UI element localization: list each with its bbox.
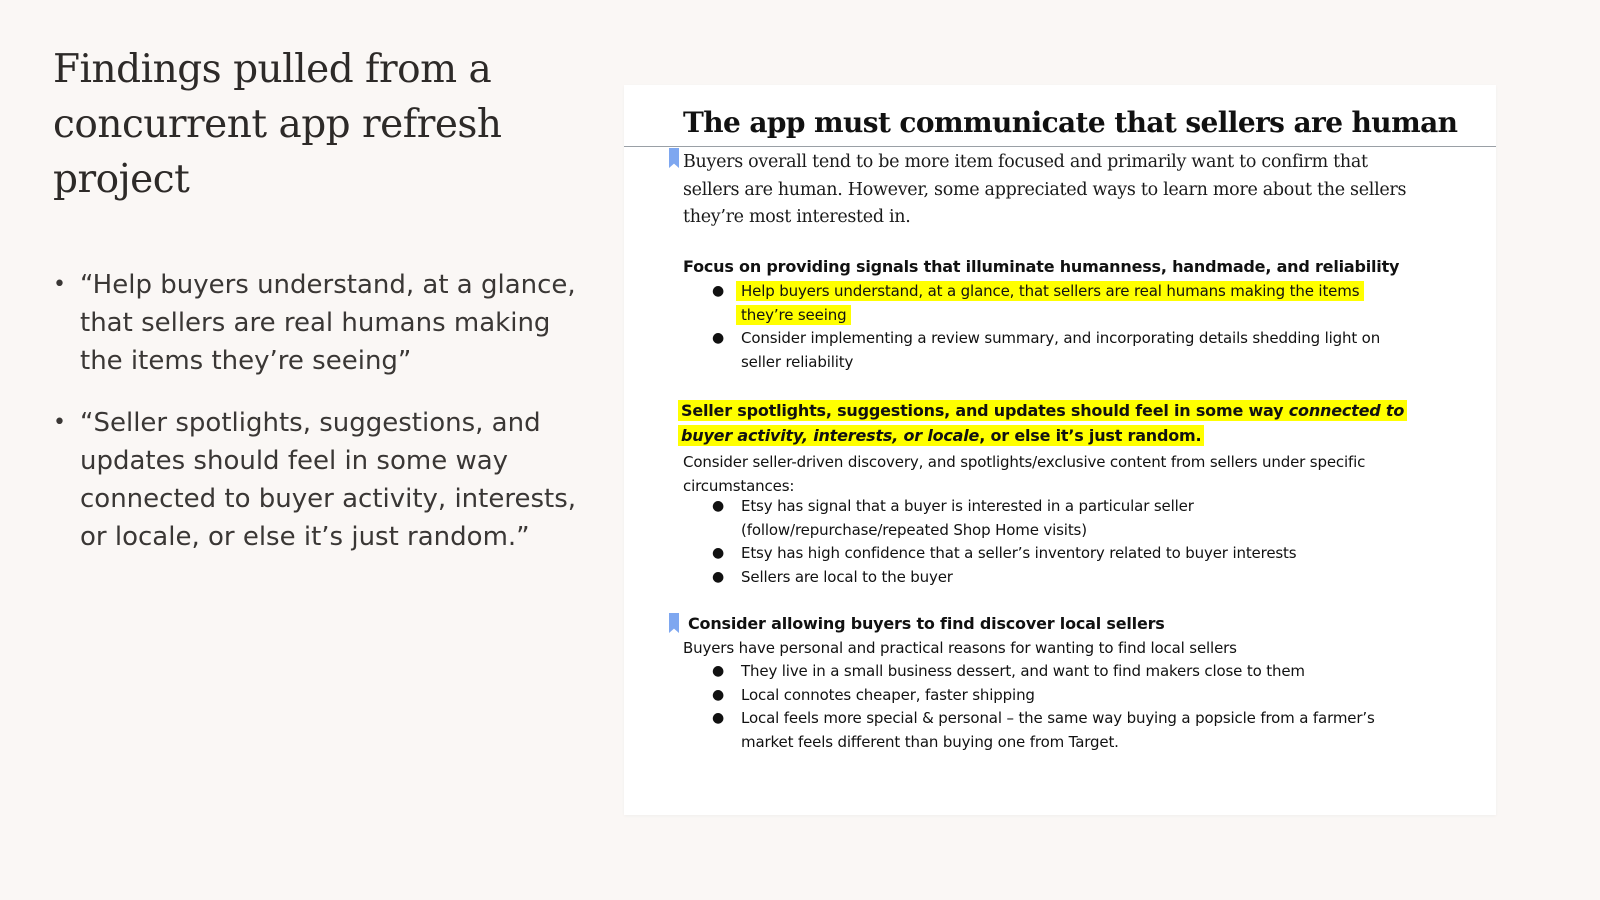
bullet-icon: ●: [712, 545, 725, 561]
quote-item: [53, 266, 583, 380]
bullet-icon: ●: [712, 283, 725, 299]
quote-text: “Seller spotlights, suggestions, and updates should feel in some way connected to buyer activity, interests, or locale, or else it’s just random.”: [80, 408, 577, 552]
list-item-text: They live in a small business dessert, and want to find makers close to them: [741, 662, 1305, 680]
section-paragraph-spotlights: Consider seller-driven discovery, and spotlights/exclusive content from sellers under specific circumstances:: [683, 453, 1366, 495]
heading-text: Seller spotlights, suggestions, and updates should feel in some way: [681, 401, 1289, 420]
bullet-icon: •: [53, 410, 66, 435]
bullet-icon: ●: [712, 568, 725, 585]
list-item: [712, 684, 1402, 708]
list-item-text: Etsy has high confidence that a seller’s inventory related to buyer interests: [741, 544, 1297, 562]
bullet-icon: ●: [712, 330, 725, 346]
heading-divider: [624, 146, 1496, 147]
list-item: [712, 566, 1402, 590]
bullet-icon: ●: [712, 710, 725, 726]
highlighted-text: Help buyers understand, at a glance, that sellers are real humans making the items they’re seeing: [736, 281, 1364, 325]
section-heading-local: Consider allowing buyers to find discover local sellers: [688, 614, 1165, 633]
heading-text-end: , or else it’s just random.: [979, 426, 1202, 445]
list-item: [712, 707, 1402, 754]
list-item-text: Sellers are local to the buyer: [741, 567, 953, 586]
document-screenshot: [624, 85, 1496, 815]
list-item-text: Etsy has signal that a buyer is interested in a particular seller (follow/repurchase/repeated Shop Home visits): [741, 497, 1194, 539]
bullet-icon: ●: [712, 686, 725, 703]
bookmark-icon: [669, 613, 679, 633]
section-heading-spotlights: [678, 398, 1438, 448]
quote-list: [53, 266, 583, 580]
slide-title: Findings pulled from a concurrent app refresh project: [53, 47, 502, 202]
quote-item: [53, 404, 583, 556]
heading-emphasis: connected to buyer activity, interests, or locale: [681, 401, 1405, 445]
document-intro: Buyers overall tend to be more item focused and primarily want to confirm that sellers are human. However, some appreciated ways to learn more about the sellers they’re most interested in.: [683, 152, 1407, 227]
list-item-text: Local connotes cheaper, faster shipping: [741, 685, 1035, 704]
list-item: [712, 542, 1402, 566]
document-heading: The app must communicate that sellers are human: [683, 106, 1458, 139]
section-heading-humanness: Focus on providing signals that illuminate humanness, handmade, and reliability: [683, 257, 1400, 276]
section-paragraph-local: Buyers have personal and practical reasons for wanting to find local sellers: [683, 639, 1237, 657]
bullet-icon: •: [53, 272, 66, 297]
quote-text: “Help buyers understand, at a glance, that sellers are real humans making the items they’re seeing”: [80, 270, 576, 376]
list-item: [712, 327, 1402, 374]
local-list: [712, 660, 1402, 754]
list-item-text: Consider implementing a review summary, and incorporating details shedding light on seller reliability: [741, 329, 1381, 371]
bookmark-icon: [669, 148, 679, 168]
list-item: [712, 280, 1402, 327]
list-item: [712, 495, 1402, 542]
bullet-icon: ●: [712, 498, 725, 514]
highlighted-heading: [678, 400, 1407, 446]
spotlights-list: [712, 495, 1402, 589]
bullet-icon: ●: [712, 663, 725, 679]
list-item: [712, 660, 1402, 684]
list-item-text: Local feels more special & personal – the same way buying a popsicle from a farmer’s market feels different than buying one from Target.: [741, 709, 1375, 751]
humanness-list: [712, 280, 1402, 374]
